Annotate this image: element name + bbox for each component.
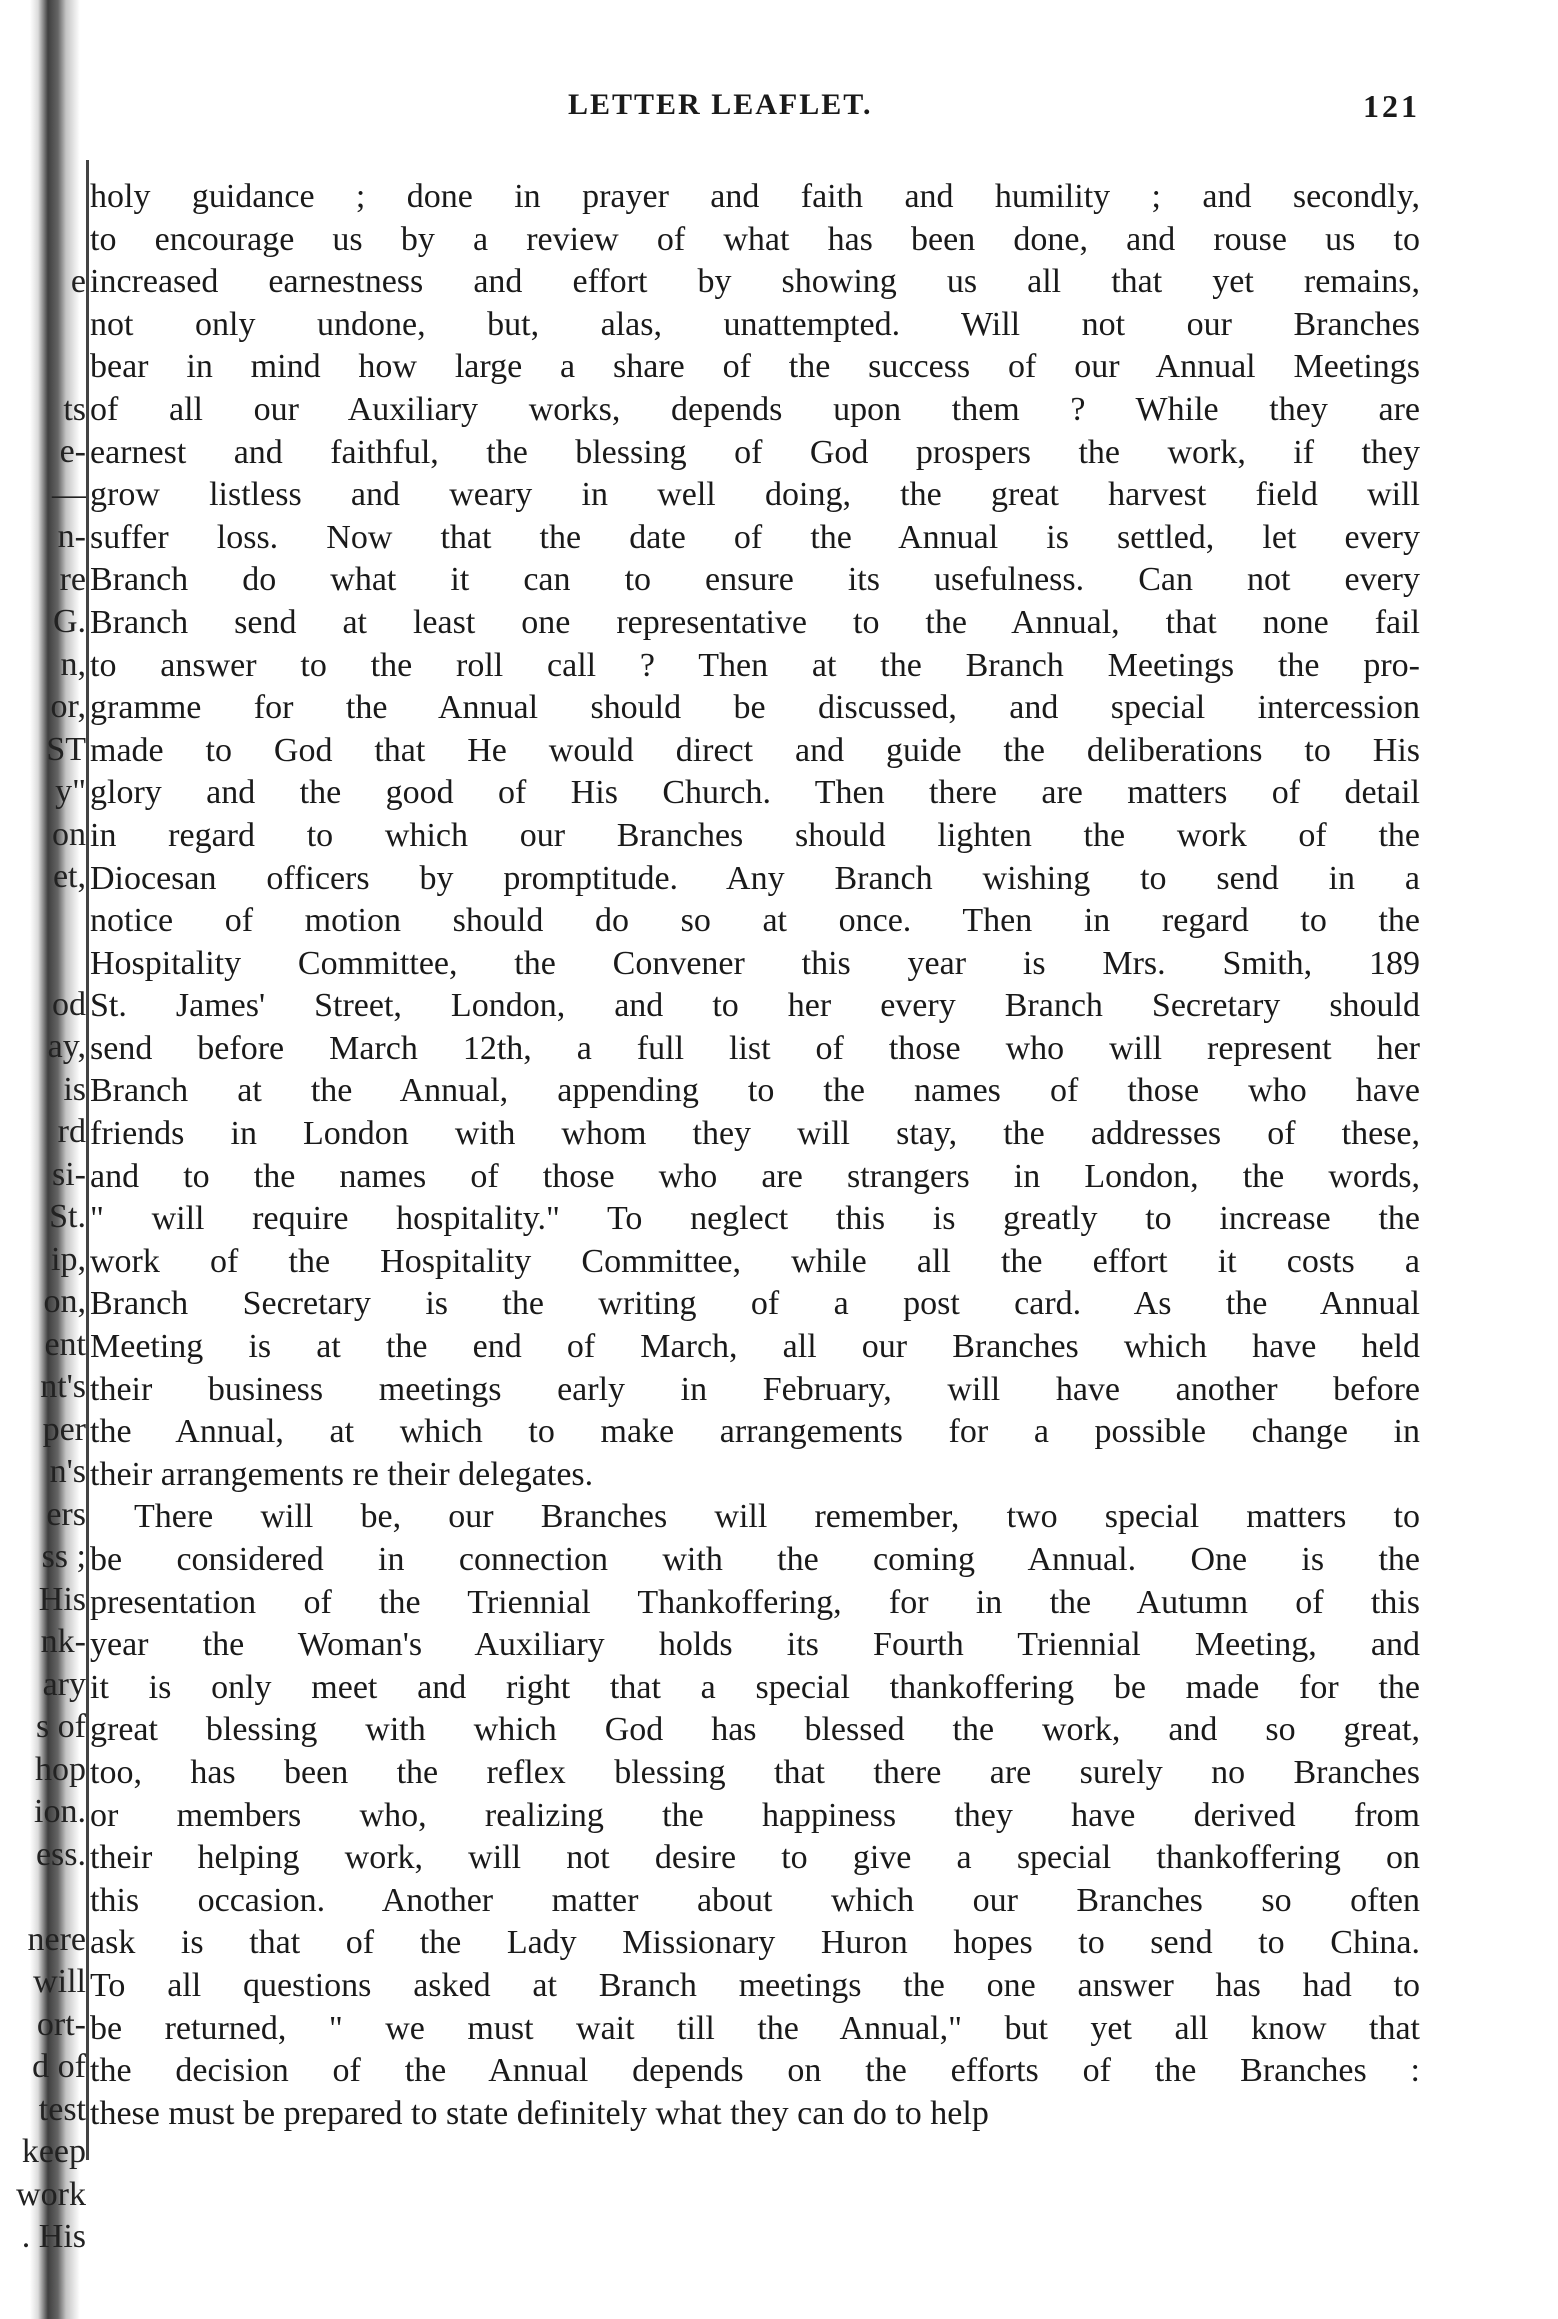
running-head: LETTER LEAFLET. bbox=[568, 88, 873, 121]
text-line: their business meetings early in February, will have another before bbox=[90, 1370, 1420, 1408]
text-line: suffer loss. Now that the date of the Annual is settled, let every bbox=[90, 518, 1420, 556]
margin-fragment: ers bbox=[46, 1495, 86, 1533]
margin-fragment: ST bbox=[46, 730, 86, 768]
text-line: the decision of the Annual depends on the efforts of the Branches : bbox=[90, 2052, 1420, 2090]
text-line: Meeting is at the end of March, all our Branches which have held bbox=[90, 1328, 1420, 1366]
text-line: be considered in connection with the coming Annual. One is the bbox=[90, 1541, 1420, 1578]
margin-fragment: nere bbox=[27, 1920, 86, 1958]
text-line: their arrangements re their delegates. bbox=[90, 1455, 594, 1493]
margin-fragment: n- bbox=[57, 518, 86, 555]
margin-fragment: or, bbox=[50, 688, 86, 725]
margin-fragment: nt's bbox=[40, 1368, 86, 1405]
text-line: glory and the good of His Church. Then there are matters of detail bbox=[90, 774, 1420, 812]
margin-fragment: work bbox=[16, 2175, 86, 2213]
margin-fragment: n, bbox=[60, 645, 86, 683]
text-line: " will require hospitality." To neglect this is greatly to increase the bbox=[90, 1200, 1420, 1238]
margin-fragment: St. bbox=[49, 1198, 86, 1235]
margin-fragment: s of bbox=[35, 1708, 86, 1745]
margin-fragment: re bbox=[59, 560, 86, 598]
margin-fragment: ay, bbox=[47, 1028, 86, 1065]
text-line: the Annual, at which to make arrangements for a possible change in bbox=[90, 1413, 1420, 1451]
text-line: presentation of the Triennial Thankoffering, for in the Autumn of this bbox=[90, 1583, 1420, 1621]
text-line: holy guidance ; done in prayer and faith and humility ; and secondly, bbox=[90, 178, 1420, 215]
text-line: Hospitality Committee, the Convener this year is Mrs. Smith, 189 bbox=[90, 944, 1420, 982]
margin-fragment bbox=[0, 346, 86, 389]
margin-fragment: per bbox=[42, 1410, 86, 1448]
margin-fragment: ip, bbox=[51, 1240, 86, 1278]
margin-fragment: ss ; bbox=[41, 1538, 86, 1575]
text-line: of all our Auxiliary works, depends upon them ? While they are bbox=[90, 390, 1420, 428]
text-line: it is only meet and right that a special thankoffering be made for the bbox=[90, 1668, 1420, 1706]
margin-fragment bbox=[0, 1876, 86, 1919]
margin-fragment: G. bbox=[52, 603, 86, 640]
margin-fragment: e bbox=[70, 263, 86, 300]
margin-fragment: ary bbox=[42, 1665, 86, 1703]
margin-fragment: on, bbox=[43, 1283, 86, 1320]
margin-fragment bbox=[0, 899, 86, 942]
margin-fragment: si- bbox=[52, 1155, 86, 1193]
text-line: increased earnestness and effort by showing us all that yet remains, bbox=[90, 263, 1420, 301]
margin-fragment: ent bbox=[44, 1325, 86, 1363]
text-line: these must be prepared to state definitely what they can do to help bbox=[90, 2094, 989, 2132]
margin-fragment: e- bbox=[59, 433, 86, 470]
margin-fragment: y" bbox=[55, 773, 86, 810]
margin-fragment: His bbox=[38, 1580, 86, 1618]
margin-fragment: od bbox=[52, 985, 86, 1023]
page-number: 121 bbox=[1363, 88, 1420, 124]
text-line: Branch Secretary is the writing of a post card. As the Annual bbox=[90, 1285, 1420, 1323]
text-line: be returned, " we must wait till the Annual," but yet all know that bbox=[90, 2009, 1420, 2047]
margin-fragment: test bbox=[38, 2090, 86, 2128]
text-line: send before March 12th, a full list of those who will represent her bbox=[90, 1029, 1420, 1067]
text-line: their helping work, will not desire to give a special thankoffering on bbox=[90, 1839, 1420, 1877]
text-line: There will be, our Branches will remember, two special matters to bbox=[134, 1498, 1420, 1536]
text-line: Branch at the Annual, appending to the names of those who have bbox=[90, 1072, 1420, 1110]
text-line: ask is that of the Lady Missionary Huron hopes to send to China. bbox=[90, 1924, 1420, 1962]
margin-fragment bbox=[0, 176, 86, 219]
margin-fragment: . His bbox=[21, 2218, 86, 2255]
text-line: bear in mind how large a share of the success of our Annual Meetings bbox=[90, 348, 1420, 386]
margin-fragment: hop bbox=[35, 1750, 86, 1788]
text-line: To all questions asked at Branch meetings the one answer has had to bbox=[90, 1966, 1420, 2004]
text-line: year the Woman's Auxiliary holds its Fourth Triennial Meeting, and bbox=[90, 1626, 1420, 1664]
text-line: and to the names of those who are strangers in London, the words, bbox=[90, 1157, 1420, 1195]
margin-fragment: d of bbox=[32, 2048, 86, 2085]
margin-fragment: will bbox=[33, 1963, 86, 2000]
text-line: work of the Hospitality Committee, while all the effort it costs a bbox=[90, 1242, 1420, 1280]
text-line: to answer to the roll call ? Then at the Branch Meetings the pro- bbox=[90, 646, 1420, 684]
text-line: too, has been the reflex blessing that there are surely no Branches bbox=[90, 1753, 1420, 1791]
margin-fragment: rd bbox=[57, 1113, 86, 1150]
margin-fragment bbox=[0, 219, 86, 262]
margin-fragment: nk- bbox=[40, 1623, 86, 1660]
text-line: this occasion. Another matter about which our Branches so often bbox=[90, 1881, 1420, 1919]
text-line: made to God that He would direct and guide the deliberations to His bbox=[90, 731, 1420, 769]
adjacent-page-margin-fragments bbox=[0, 176, 86, 2259]
text-line: or members who, realizing the happiness they have derived from bbox=[90, 1796, 1420, 1834]
margin-fragment: — bbox=[52, 475, 86, 513]
page-header bbox=[90, 88, 1420, 138]
text-line: grow listless and weary in well doing, the great harvest field will bbox=[90, 476, 1420, 514]
text-line: gramme for the Annual should be discussed, and special intercession bbox=[90, 689, 1420, 727]
text-line: to encourage us by a review of what has been done, and rouse us to bbox=[90, 220, 1420, 258]
text-line: Branch send at least one representative to the Annual, that none fail bbox=[90, 603, 1420, 641]
margin-fragment: ort- bbox=[36, 2005, 86, 2043]
margin-fragment: is bbox=[63, 1070, 86, 1108]
margin-fragment: keep bbox=[21, 2133, 86, 2170]
page-body bbox=[90, 176, 1420, 2135]
margin-fragment bbox=[0, 304, 86, 347]
margin-fragment: on bbox=[52, 815, 86, 853]
margin-fragment: ts bbox=[63, 390, 86, 428]
margin-fragment: n's bbox=[49, 1453, 86, 1490]
margin-fragment: ess. bbox=[35, 1835, 86, 1873]
margin-fragment: et, bbox=[52, 858, 86, 895]
text-line: in regard to which our Branches should lighten the work of the bbox=[90, 816, 1420, 854]
text-line: friends in London with whom they will stay, the addresses of these, bbox=[90, 1115, 1420, 1153]
text-line: not only undone, but, alas, unattempted. Will not our Branches bbox=[90, 305, 1420, 343]
text-line: Branch do what it can to ensure its usefulness. Can not every bbox=[90, 561, 1420, 599]
gutter-rule bbox=[86, 160, 89, 2160]
margin-fragment: ion. bbox=[34, 1793, 86, 1830]
text-line: Diocesan officers by promptitude. Any Branch wishing to send in a bbox=[90, 859, 1420, 897]
text-line: St. James' Street, London, and to her every Branch Secretary should bbox=[90, 987, 1420, 1025]
text-line: notice of motion should do so at once. Then in regard to the bbox=[90, 902, 1420, 940]
text-line: earnest and faithful, the blessing of God prospers the work, if they bbox=[90, 433, 1420, 471]
margin-fragment bbox=[0, 941, 86, 984]
text-line: great blessing with which God has blessed the work, and so great, bbox=[90, 1711, 1420, 1749]
